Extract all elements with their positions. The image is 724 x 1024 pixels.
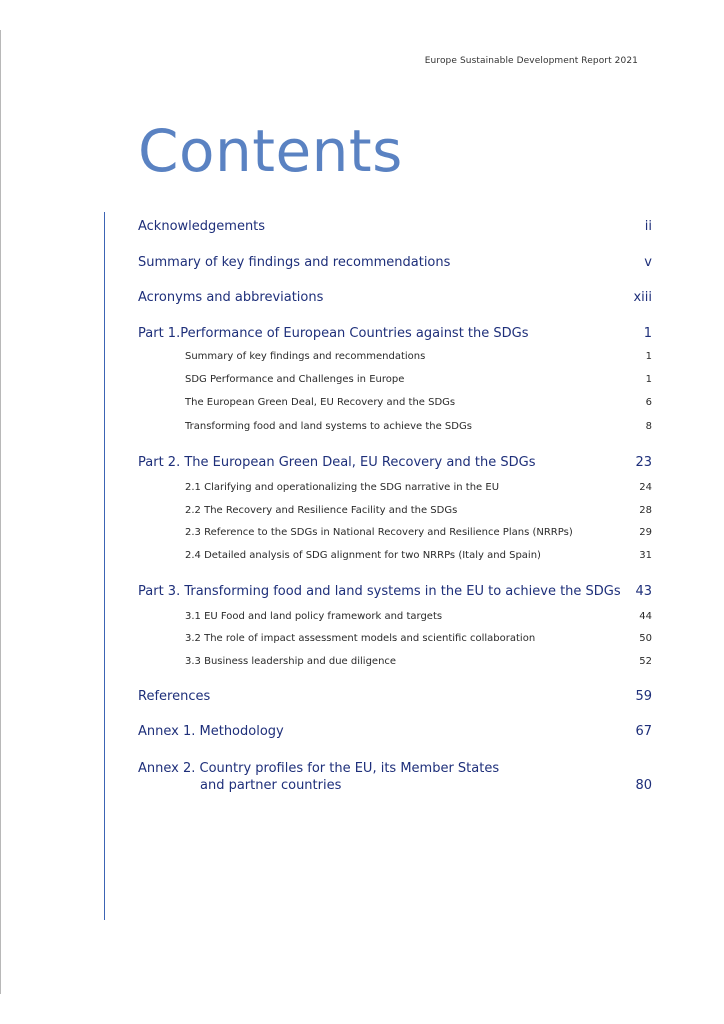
toc-subentry-label: 2.3 Reference to the SDGs in National Recovery and Resilience Plans (NRRPs) xyxy=(185,527,573,538)
toc-entry-label: Part 1.Performance of European Countries against the SDGs xyxy=(138,326,529,341)
toc-entry-page: 67 xyxy=(635,724,652,739)
toc-entry-page: v xyxy=(644,255,652,270)
toc-entry-page: 59 xyxy=(635,689,652,704)
toc-entry-page: xiii xyxy=(633,290,652,305)
toc-subentry-part1-1[interactable] xyxy=(185,351,652,362)
toc-entry-acronyms[interactable] xyxy=(138,290,652,305)
toc-entry-summary[interactable] xyxy=(138,255,652,270)
toc-subentry-part3-2[interactable] xyxy=(185,633,652,644)
toc-entry-annex1[interactable] xyxy=(138,724,652,739)
toc-entry-label: References xyxy=(138,689,211,704)
toc-subentry-page: 8 xyxy=(645,421,652,432)
toc-entry-label: Acknowledgements xyxy=(138,219,266,234)
toc-entry-label xyxy=(138,761,499,793)
toc-entry-label-line2: and partner countries xyxy=(200,778,342,793)
toc-entry-label: Part 3. Transforming food and land systems in the EU to achieve the SDGs xyxy=(138,584,621,599)
toc-entry-label: Summary of key findings and recommendations xyxy=(138,255,451,270)
toc-entry-label: Annex 1. Methodology xyxy=(138,724,284,739)
toc-subentry-label: 2.1 Clarifying and operationalizing the SDG narrative in the EU xyxy=(185,482,500,493)
toc-entry-page: 23 xyxy=(635,455,652,470)
toc-entry-acknowledgements[interactable] xyxy=(138,219,652,234)
toc-entry-part2[interactable] xyxy=(138,455,652,470)
toc-subentry-page: 28 xyxy=(639,505,652,516)
toc-subentry-part3-3[interactable] xyxy=(185,656,652,667)
toc-vertical-rule xyxy=(104,212,105,920)
toc-subentry-page: 29 xyxy=(639,527,652,538)
toc-subentry-label: The European Green Deal, EU Recovery and the SDGs xyxy=(185,397,456,408)
toc-subentry-label: 2.2 The Recovery and Resilience Facility and the SDGs xyxy=(185,505,458,516)
toc-subentry-page: 24 xyxy=(639,482,652,493)
toc-entry-page: 80 xyxy=(635,778,652,793)
toc-subentry-label: Summary of key findings and recommendations xyxy=(185,351,426,362)
toc-entry-page: 43 xyxy=(635,584,652,599)
toc-entry-references[interactable] xyxy=(138,689,652,704)
toc-subentry-page: 1 xyxy=(645,351,652,362)
toc-entry-page: 1 xyxy=(643,326,652,341)
toc-subentry-label: 3.1 EU Food and land policy framework and targets xyxy=(185,611,443,622)
toc-subentry-part1-3[interactable] xyxy=(185,397,652,408)
toc-subentry-page: 50 xyxy=(639,633,652,644)
toc-entry-part1[interactable] xyxy=(138,326,652,341)
toc-subentry-label: 3.2 The role of impact assessment models and scientific collaboration xyxy=(185,633,536,644)
toc-subentry-label: 2.4 Detailed analysis of SDG alignment for two NRRPs (Italy and Spain) xyxy=(185,550,541,561)
toc-entry-part3[interactable] xyxy=(138,584,652,599)
toc-subentry-part1-4[interactable] xyxy=(185,421,652,432)
toc-subentry-page: 44 xyxy=(639,611,652,622)
page-title: Contents xyxy=(138,117,403,185)
toc-entry-page: ii xyxy=(644,219,652,234)
toc-entry-label: Part 2. The European Green Deal, EU Recovery and the SDGs xyxy=(138,455,536,470)
toc-subentry-page: 52 xyxy=(639,656,652,667)
toc-subentry-part2-3[interactable] xyxy=(185,527,652,538)
toc-subentry-label: Transforming food and land systems to achieve the SDGs xyxy=(185,421,472,432)
toc-entry-label-line1: Annex 2. Country profiles for the EU, its Member States xyxy=(138,761,500,776)
toc-subentry-label: SDG Performance and Challenges in Europe xyxy=(185,374,405,385)
toc-subentry-part2-1[interactable] xyxy=(185,482,652,493)
page-edge-line xyxy=(0,30,1,994)
toc-subentry-page: 1 xyxy=(645,374,652,385)
toc-entry-label: Acronyms and abbreviations xyxy=(138,290,324,305)
toc-subentry-page: 31 xyxy=(639,550,652,561)
running-header: Europe Sustainable Development Report 2021 xyxy=(424,56,638,66)
toc-subentry-part1-2[interactable] xyxy=(185,374,652,385)
toc-entry-annex2[interactable] xyxy=(138,761,652,793)
toc-subentry-label: 3.3 Business leadership and due diligence xyxy=(185,656,397,667)
toc-subentry-part3-1[interactable] xyxy=(185,611,652,622)
toc-subentry-part2-4[interactable] xyxy=(185,550,652,561)
toc-subentry-page: 6 xyxy=(645,397,652,408)
toc-subentry-part2-2[interactable] xyxy=(185,505,652,516)
